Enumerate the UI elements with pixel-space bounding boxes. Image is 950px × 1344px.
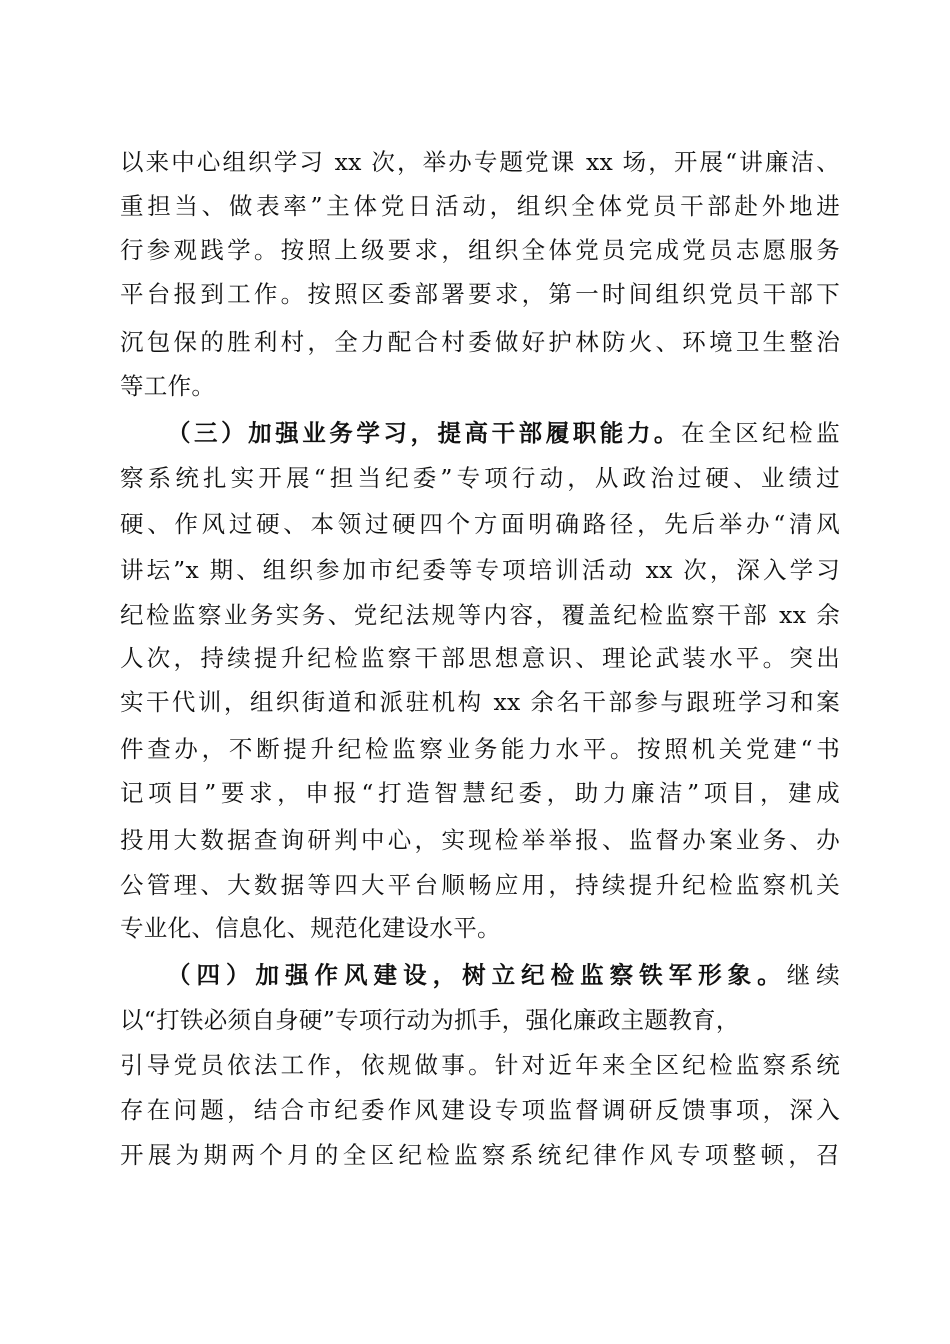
text-line: 开展为期两个月的全区纪检监察系统纪律作风专项整顿，召 (120, 1141, 840, 1169)
text-line: 讲坛”x 期、组织参加市纪委等专项培训活动 xx 次，深入学习 (120, 556, 840, 584)
text-line: 实干代训，组织街道和派驻机构 xx 余名干部参与跟班学习和案 (120, 688, 840, 716)
section-heading: （三）加强业务学习，提高干部履职能力。 (167, 419, 681, 447)
text-line: 专业化、信息化、规范化建设水平。 (120, 914, 501, 942)
section-heading-line: （四）加强作风建设，树立纪检监察铁军形象。继续 (167, 961, 840, 989)
text-line: 记项目”要求，申报“打造智慧纪委，助力廉洁”项目，建成 (120, 779, 840, 807)
text-line: 以“打铁必须自身硬”专项行动为抓手，强化廉政主题教育， (120, 1006, 740, 1034)
text-line: 察系统扎实开展“担当纪委”专项行动，从政治过硬、业绩过 (120, 464, 840, 492)
text-line: 重担当、做表率”主体党日活动，组织全体党员干部赴外地进 (120, 192, 840, 220)
text-line: 件查办，不断提升纪检监察业务能力水平。按照机关党建“书 (120, 735, 840, 763)
text-line: 行参观践学。按照上级要求，组织全体党员完成党员志愿服务 (120, 236, 840, 264)
text-line: 引导党员依法工作，依规做事。针对近年来全区纪检监察系统 (120, 1051, 840, 1079)
text-line: 等工作。 (120, 372, 216, 400)
text-line: 平台报到工作。按照区委部署要求，第一时间组织党员干部下 (120, 280, 840, 308)
text-line: 投用大数据查询研判中心，实现检举举报、监督办案业务、办 (120, 826, 840, 854)
text-line: 沉包保的胜利村，全力配合村委做好护林防火、环境卫生整治 (120, 328, 840, 356)
text-line: 公管理、大数据等四大平台顺畅应用，持续提升纪检监察机关 (120, 871, 840, 899)
text-line: 纪检监察业务实务、党纪法规等内容，覆盖纪检监察干部 xx 余 (120, 601, 840, 629)
section-heading: （四）加强作风建设，树立纪检监察铁军形象。 (167, 961, 787, 989)
section-heading-line: （三）加强业务学习，提高干部履职能力。在全区纪检监 (167, 419, 840, 447)
text-line: 人次，持续提升纪检监察干部思想意识、理论武装水平。突出 (120, 644, 840, 672)
text-line: 存在问题，结合市纪委作风建设专项监督调研反馈事项，深入 (120, 1096, 840, 1124)
text-line: 硬、作风过硬、本领过硬四个方面明确路径，先后举办“清风 (120, 510, 840, 538)
text-line: 以来中心组织学习 xx 次，举办专题党课 xx 场，开展“讲廉洁、 (120, 148, 840, 176)
